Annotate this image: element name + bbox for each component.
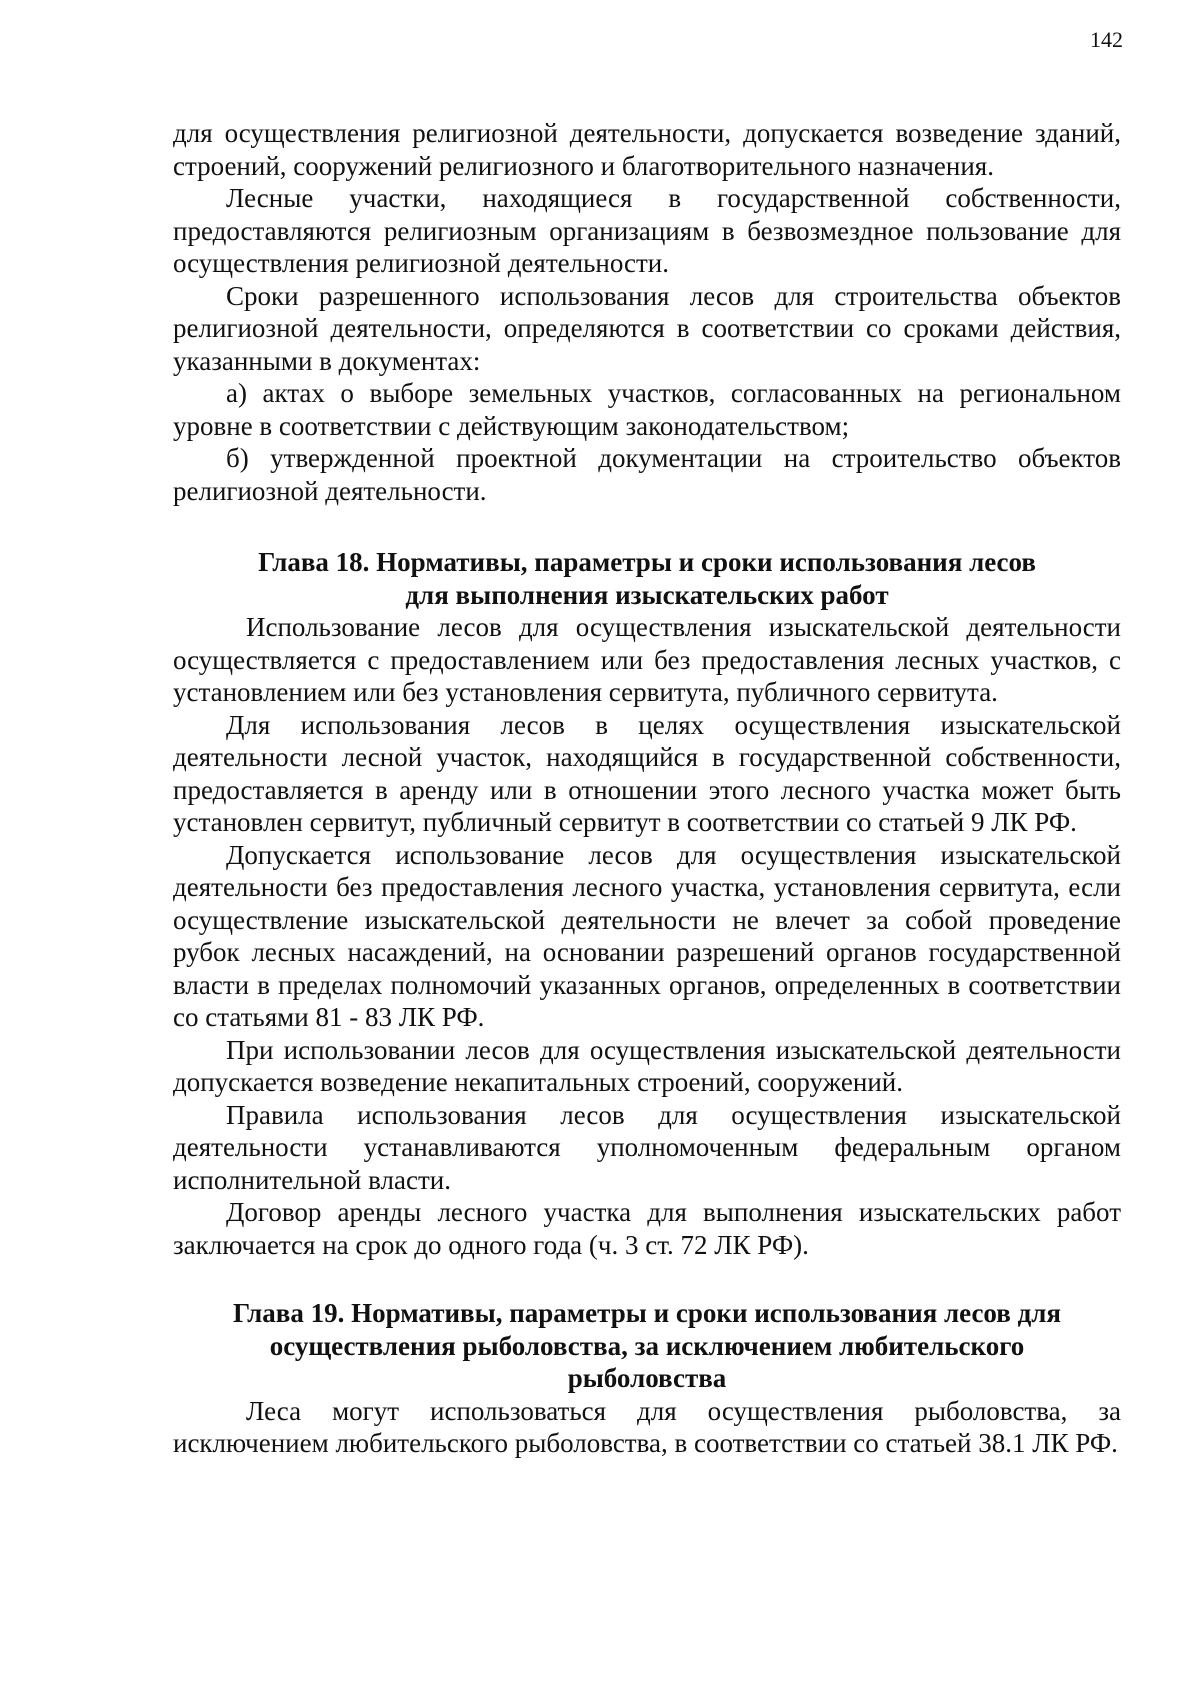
chapter-19-title-line-3: рыболовства [567,1363,727,1393]
chapter-18-paragraph-4: При использовании лесов для осуществления изыскательской деятельности допускается возведение некапитальных строений, сооружений. [173,1034,1121,1097]
chapter-18-paragraph-5: Правила использования лесов для осуществления изыскательской деятельности устанавливаются уполномоченным федеральным органом исполнительной власти. [173,1099,1121,1195]
intro-list-item-a: а) актах о выборе земельных участков, согласованных на региональном уровне в соответствии с действующим законодательством; [173,378,1121,441]
intro-paragraph-1: для осуществления религиозной деятельности, допускается возведение зданий, строений, сооружений религиозного и благотворительного назначения. [173,118,1121,181]
chapter-18-paragraph-2: Для использования лесов в целях осуществления изыскательской деятельности лесной участок, находящийся в государственной собственности, предоставляется в аренду или в отношении этого лесного участка может быть установлен сервитут, публичный сервитут в соответствии со статьей 9 ЛК РФ. [173,709,1121,837]
chapter-18-title-line-1: Глава 18. Нормативы, параметры и сроки использования лесов [258,547,1036,577]
chapter-18-heading [173,546,1121,611]
chapter-19-title-line-1: Глава 19. Нормативы, параметры и сроки использования лесов для [232,1298,1062,1328]
intro-list-item-b: б) утвержденной проектной документации на строительство объектов религиозной деятельности. [173,443,1121,506]
chapter-19-heading [173,1297,1121,1395]
chapter-19-paragraph-1: Леса могут использоваться для осуществления рыболовства, за исключением любительского рыболовства, в соответствии со статьей 38.1 ЛК РФ. [173,1395,1121,1458]
intro-paragraph-3: Сроки разрешенного использования лесов для строительства объектов религиозной деятельности, определяются в соответствии со сроками действия, указанными в документах: [173,280,1121,376]
chapter-18-paragraph-6: Договор аренды лесного участка для выполнения изыскательских работ заключается на срок до одного года (ч. 3 ст. 72 ЛК РФ). [173,1197,1121,1260]
chapter-18-paragraph-3: Допускается использование лесов для осуществления изыскательской деятельности без предоставления лесного участка, установления сервитута, если осуществление изыскательской деятельности не влечет за собой проведение рубок лесных насаждений, на основании разрешений органов государственной власти в пределах полномочий указанных органов, определенных в соответствии со статьями 81 - 83 ЛК РФ. [173,839,1121,1032]
chapter-18-title-line-2: для выполнения изыскательских работ [405,579,889,610]
chapter-18-paragraph-1: Использование лесов для осуществления изыскательской деятельности осуществляется с предоставлением или без предоставления лесных участков, с установлением или без установления сервитута, публичного сервитута. [173,612,1121,707]
chapter-19-title-line-2: осуществления рыболовства, за исключением любительского [269,1330,1025,1361]
page-number: 142 [1090,27,1123,52]
intro-paragraph-2: Лесные участки, находящиеся в государственной собственности, предоставляются религиозным организациям в безвозмездное пользование для осуществления религиозной деятельности. [173,183,1121,278]
document-body [173,117,1121,1460]
